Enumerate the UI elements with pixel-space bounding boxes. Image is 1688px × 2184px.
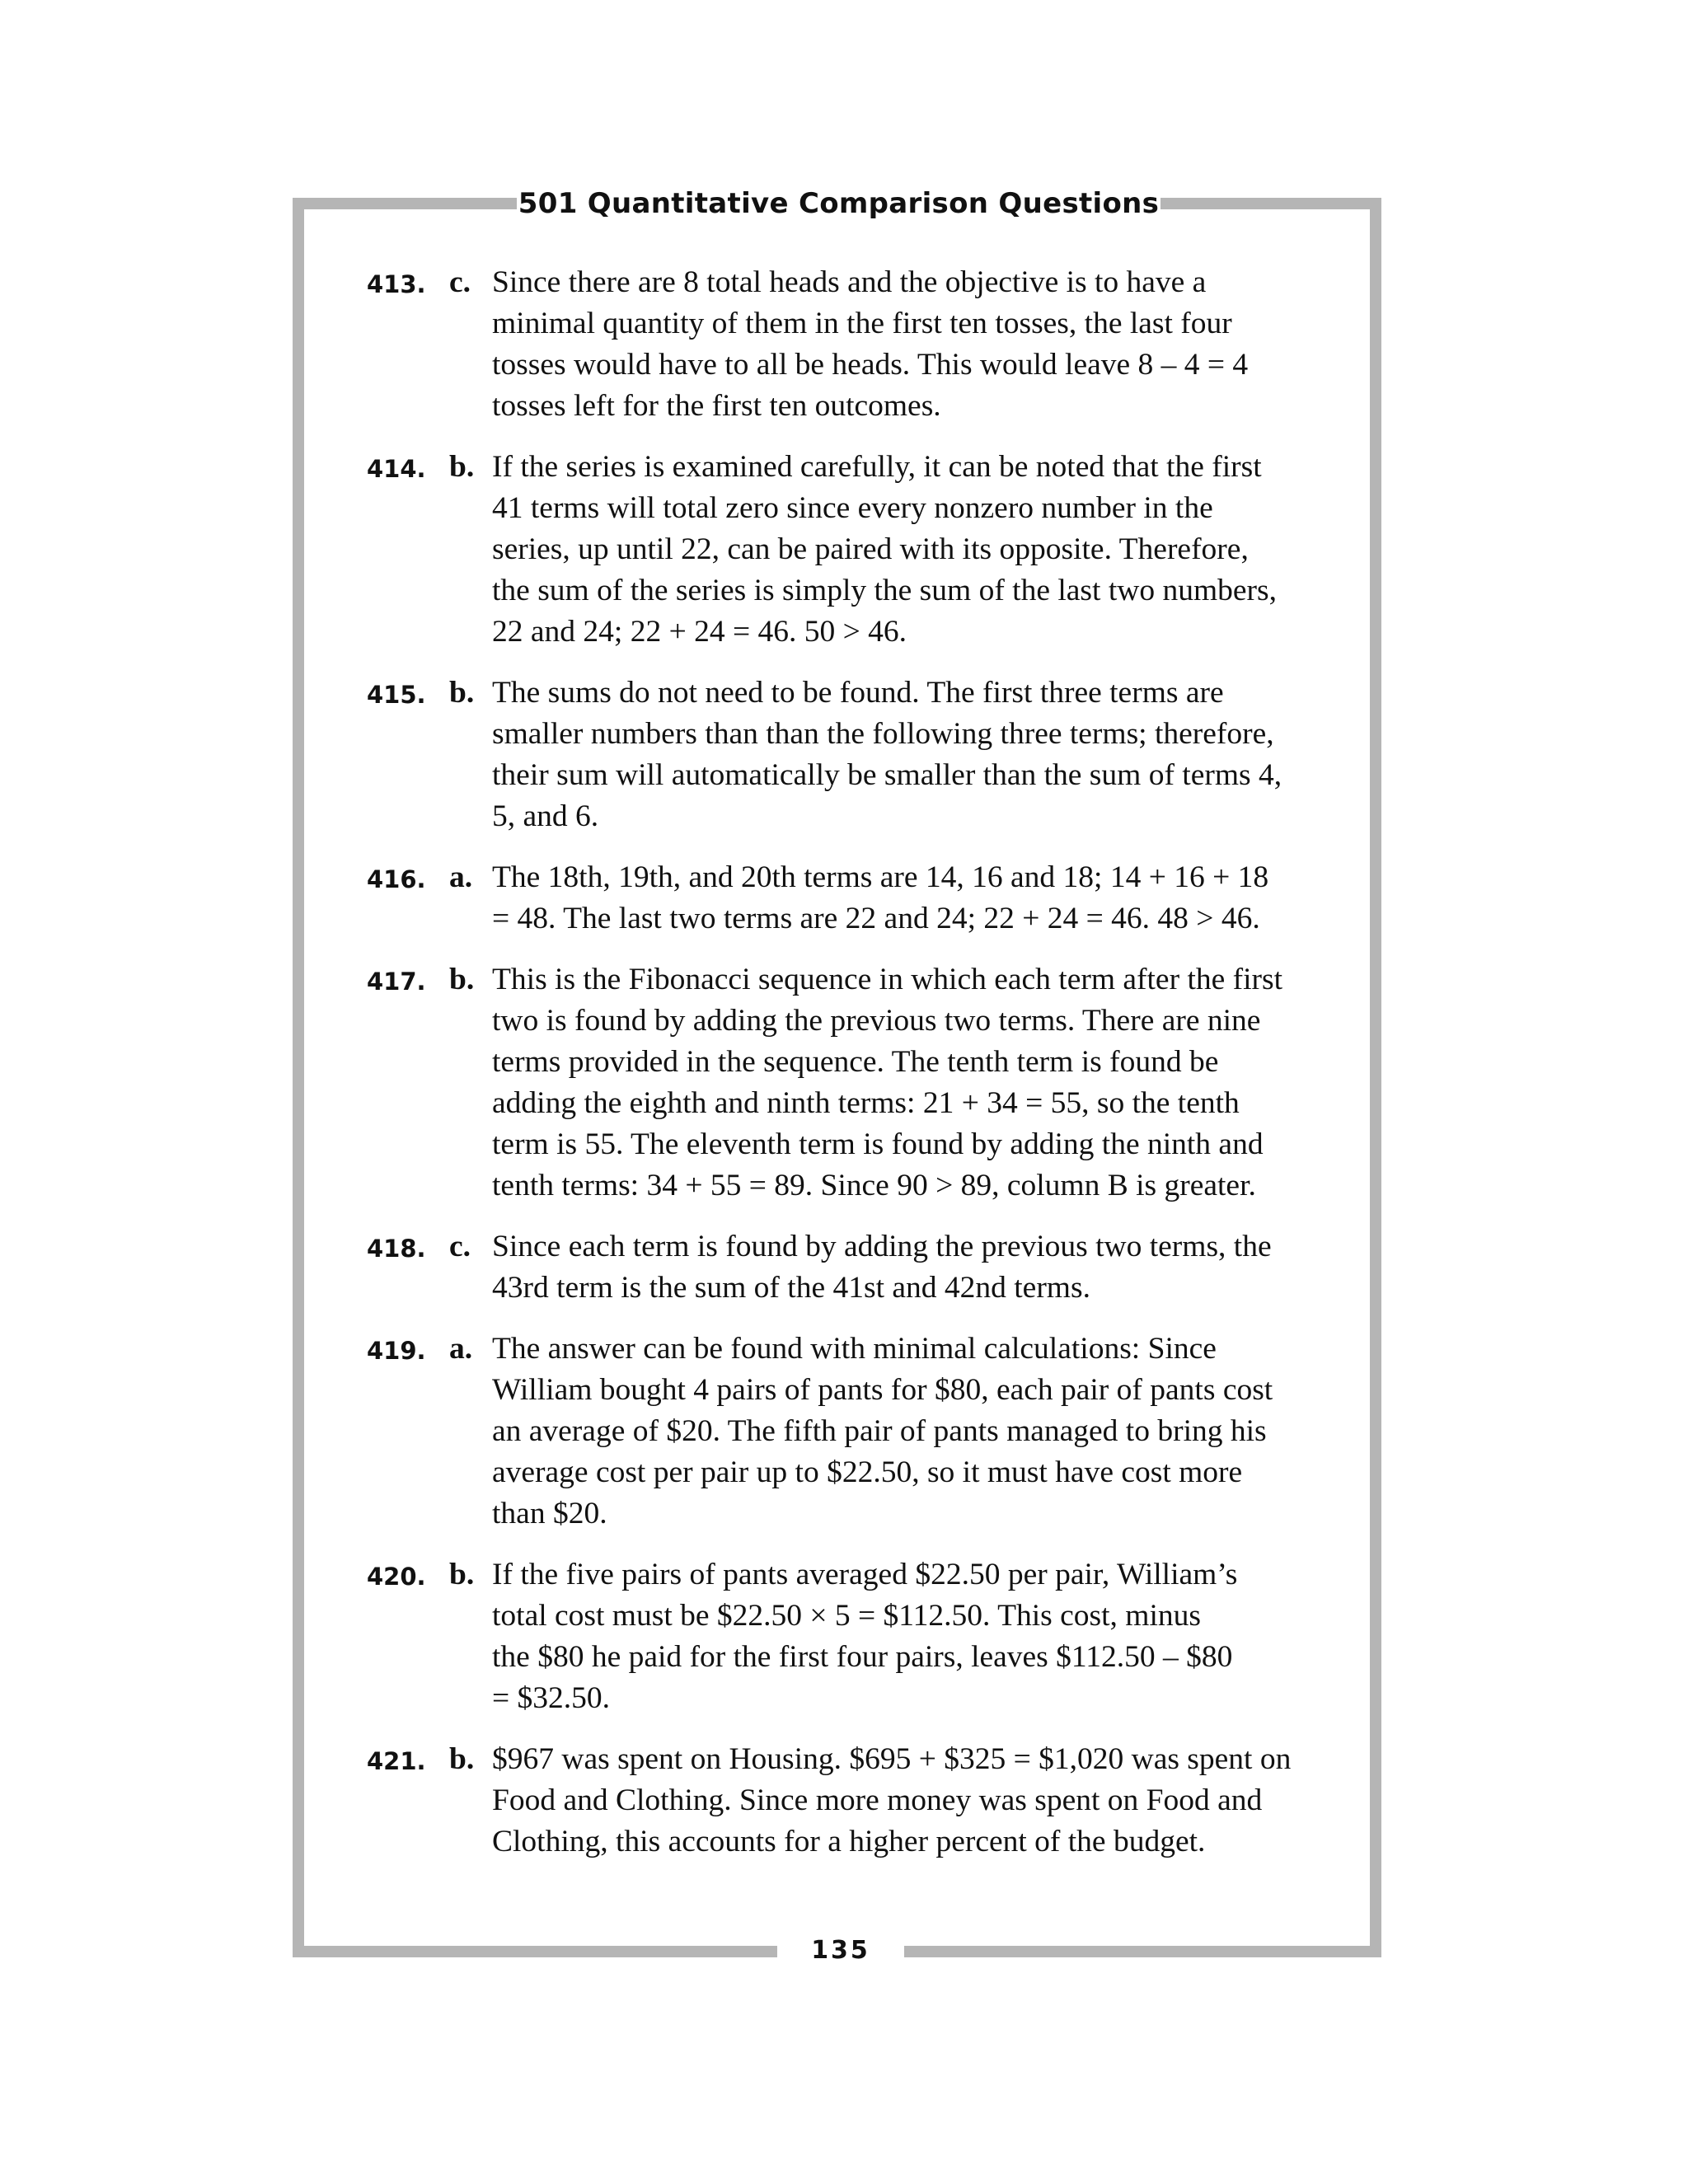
- explanation-line: smaller numbers than than the following three terms; therefore,: [492, 717, 1274, 751]
- question-number: 413.: [367, 270, 426, 298]
- answer-choice: b.: [449, 450, 475, 484]
- answer-choice: b.: [449, 963, 475, 996]
- explanation-line: The sums do not need to be found. The first three terms are: [492, 676, 1224, 710]
- explanation-line: The 18th, 19th, and 20th terms are 14, 16 and 18; 14 + 16 + 18: [492, 860, 1269, 894]
- explanation-line: than $20.: [492, 1497, 607, 1530]
- explanation-line: Since each term is found by adding the previous two terms, the: [492, 1230, 1272, 1263]
- question-number: 421.: [367, 1747, 426, 1775]
- answer-item: [367, 1226, 1323, 1309]
- answer-item: [367, 447, 1323, 653]
- frame-top-left-border: [293, 198, 517, 209]
- explanation-line: Since there are 8 total heads and the objective is to have a: [492, 265, 1207, 299]
- explanation-line: If the series is examined carefully, it can be noted that the first: [492, 450, 1262, 484]
- answer-explanation: [492, 857, 1323, 940]
- explanation-line: minimal quantity of them in the first ten tosses, the last four: [492, 307, 1232, 340]
- answer-explanation: [492, 959, 1323, 1207]
- answer-explanation: [492, 262, 1323, 427]
- frame-top-right-border: [1160, 198, 1381, 209]
- explanation-line: If the five pairs of pants averaged $22.50 per pair, William’s: [492, 1558, 1238, 1591]
- answer-list: [367, 262, 1323, 1882]
- answer-choice: b.: [449, 1558, 475, 1591]
- explanation-line: Clothing, this accounts for a higher percent of the budget.: [492, 1825, 1206, 1858]
- answer-item: [367, 857, 1323, 940]
- explanation-line: series, up until 22, can be paired with its opposite. Therefore,: [492, 532, 1249, 566]
- explanation-line: the sum of the series is simply the sum of the last two numbers,: [492, 574, 1277, 607]
- answer-item: [367, 673, 1323, 837]
- explanation-line: Food and Clothing. Since more money was spent on Food and: [492, 1783, 1263, 1817]
- running-head: 501 Quantitative Comparison Questions: [518, 187, 1160, 220]
- frame-left-border: [293, 198, 304, 1957]
- explanation-line: tosses would have to all be heads. This would leave 8 – 4 = 4: [492, 348, 1249, 382]
- answer-choice: b.: [449, 1742, 475, 1776]
- frame-right-border: [1370, 198, 1381, 1957]
- explanation-line: term is 55. The eleventh term is found by adding the ninth and: [492, 1127, 1264, 1161]
- question-number: 418.: [367, 1235, 426, 1263]
- question-number: 417.: [367, 968, 426, 996]
- explanation-line: = 48. The last two terms are 22 and 24; 22 + 24 = 46. 48 > 46.: [492, 902, 1260, 935]
- answer-choice: c.: [449, 265, 471, 299]
- answer-explanation: [492, 673, 1323, 837]
- answer-explanation: [492, 447, 1323, 653]
- page-number: 135: [811, 1936, 870, 1965]
- explanation-line: = $32.50.: [492, 1681, 611, 1715]
- explanation-line: the $80 he paid for the first four pairs, leaves $112.50 – $80: [492, 1640, 1233, 1674]
- answer-choice: c.: [449, 1230, 471, 1263]
- question-number: 414.: [367, 455, 426, 483]
- explanation-line: two is found by adding the previous two terms. There are nine: [492, 1004, 1261, 1038]
- explanation-line: tosses left for the first ten outcomes.: [492, 389, 941, 423]
- explanation-line: their sum will automatically be smaller than the sum of terms 4,: [492, 758, 1282, 792]
- answer-item: [367, 1554, 1323, 1719]
- answer-explanation: [492, 1739, 1323, 1863]
- explanation-line: This is the Fibonacci sequence in which each term after the first: [492, 963, 1283, 996]
- explanation-line: an average of $20. The fifth pair of pants managed to bring his: [492, 1414, 1267, 1448]
- answer-explanation: [492, 1226, 1323, 1309]
- explanation-line: 43rd term is the sum of the 41st and 42nd terms.: [492, 1271, 1090, 1305]
- explanation-line: tenth terms: 34 + 55 = 89. Since 90 > 89, column B is greater.: [492, 1169, 1256, 1202]
- explanation-line: $967 was spent on Housing. $695 + $325 = $1,020 was spent on: [492, 1742, 1292, 1776]
- answer-item: [367, 1329, 1323, 1535]
- question-number: 416.: [367, 865, 426, 893]
- answer-explanation: [492, 1329, 1323, 1535]
- explanation-line: adding the eighth and ninth terms: 21 + 34 = 55, so the tenth: [492, 1086, 1240, 1120]
- explanation-line: average cost per pair up to $22.50, so it must have cost more: [492, 1455, 1243, 1489]
- frame-bottom-right-border: [904, 1946, 1381, 1957]
- explanation-line: 22 and 24; 22 + 24 = 46. 50 > 46.: [492, 615, 907, 649]
- question-number: 415.: [367, 681, 426, 709]
- answer-choice: b.: [449, 676, 475, 710]
- explanation-line: 41 terms will total zero since every nonzero number in the: [492, 491, 1213, 525]
- answer-choice: a.: [449, 860, 473, 894]
- answer-choice: a.: [449, 1332, 473, 1366]
- answer-item: [367, 262, 1323, 427]
- explanation-line: The answer can be found with minimal calculations: Since: [492, 1332, 1217, 1366]
- answer-explanation: [492, 1554, 1323, 1719]
- answer-item: [367, 1739, 1323, 1863]
- answer-item: [367, 959, 1323, 1207]
- explanation-line: terms provided in the sequence. The tenth term is found be: [492, 1045, 1219, 1079]
- explanation-line: William bought 4 pairs of pants for $80, each pair of pants cost: [492, 1373, 1273, 1407]
- question-number: 419.: [367, 1337, 426, 1365]
- question-number: 420.: [367, 1563, 426, 1591]
- explanation-line: total cost must be $22.50 × 5 = $112.50. This cost, minus: [492, 1599, 1201, 1633]
- frame-bottom-left-border: [293, 1946, 777, 1957]
- explanation-line: 5, and 6.: [492, 799, 599, 833]
